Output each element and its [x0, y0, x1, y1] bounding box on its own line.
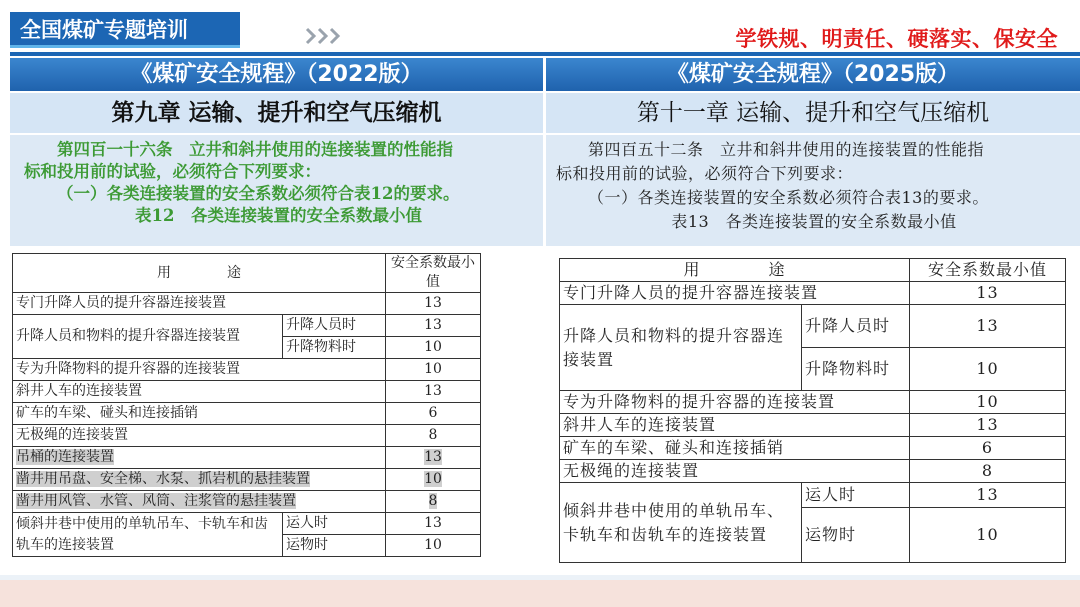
- table-row: [560, 282, 1066, 305]
- table-row: [560, 414, 1066, 437]
- row-use: [13, 491, 386, 513]
- row-sub: 升降人员时: [802, 305, 910, 348]
- row-value: 6: [386, 403, 481, 425]
- row-use: 矿车的车梁、碰头和连接插销: [560, 437, 910, 460]
- table-row: [560, 460, 1066, 483]
- highlighted-text: 13: [424, 449, 442, 465]
- row-value: 13: [386, 293, 481, 315]
- left-safety-factor-table: [12, 253, 481, 557]
- table-row-highlighted: [13, 491, 481, 513]
- row-sub: 运人时: [802, 483, 910, 508]
- row-value: 13: [386, 513, 481, 535]
- left-chapter-title: 第九章 运输、提升和空气压缩机: [10, 93, 543, 133]
- highlighted-text: 吊桶的连接装置: [16, 449, 114, 465]
- table-header-row: [13, 254, 481, 293]
- highlighted-text: 凿井用风管、水管、风筒、注浆管的悬挂装置: [16, 493, 296, 509]
- table-row: [13, 359, 481, 381]
- table-header-row: [560, 259, 1066, 282]
- table-row: [560, 391, 1066, 414]
- header-use: 用 途: [13, 254, 386, 293]
- row-value: 6: [910, 437, 1066, 460]
- row-value: 8: [910, 460, 1066, 483]
- left-article-line: 标和投用前的试验，必须符合下列要求：: [24, 162, 321, 181]
- row-use: 倾斜井巷中使用的单轨吊车、卡轨车和齿轨车的连接装置: [560, 483, 802, 563]
- right-article-line: 标和投用前的试验，必须符合下列要求：: [556, 164, 854, 183]
- right-safety-factor-table: [559, 258, 1066, 563]
- row-use: 无极绳的连接装置: [560, 460, 910, 483]
- left-table-caption: 表12 各类连接装置的安全系数最小值: [135, 206, 422, 225]
- table-row: [13, 315, 481, 337]
- footer-divider: [0, 575, 1080, 580]
- row-use: 专门升降人员的提升容器连接装置: [560, 282, 910, 305]
- table-row: [13, 425, 481, 447]
- row-value: [386, 447, 481, 469]
- row-value: 13: [910, 483, 1066, 508]
- row-value: [386, 491, 481, 513]
- row-use: 斜井人车的连接装置: [560, 414, 910, 437]
- row-value: 13: [910, 282, 1066, 305]
- row-value: 13: [386, 315, 481, 337]
- table-row: [13, 293, 481, 315]
- header-use: 用 途: [560, 259, 910, 282]
- row-sub: 升降物料时: [283, 337, 386, 359]
- row-value: 13: [910, 414, 1066, 437]
- left-article-line: 第四百一十六条 立井和斜井使用的连接装置的性能指: [57, 140, 453, 159]
- left-column-title: 《煤矿安全规程》（2022版）: [10, 58, 543, 91]
- right-chapter-title: 第十一章 运输、提升和空气压缩机: [546, 93, 1080, 133]
- brand-title: 全国煤矿专题培训: [10, 12, 240, 48]
- highlighted-text: 8: [428, 493, 438, 509]
- left-article: [10, 135, 543, 246]
- highlighted-text: 凿井用吊盘、安全梯、水泵、抓岩机的悬挂装置: [16, 471, 310, 487]
- highlighted-text: 10: [424, 471, 442, 487]
- row-value: 10: [386, 535, 481, 557]
- header-divider: [10, 52, 1080, 56]
- row-use: 专为升降物料的提升容器的连接装置: [13, 359, 386, 381]
- row-use: 矿车的车梁、碰头和连接插销: [13, 403, 386, 425]
- row-use: [13, 447, 386, 469]
- row-use: 专门升降人员的提升容器连接装置: [13, 293, 386, 315]
- row-value: 13: [910, 305, 1066, 348]
- row-value: 13: [386, 381, 481, 403]
- row-value: 10: [386, 359, 481, 381]
- table-row: [560, 483, 1066, 508]
- table-row-highlighted: [13, 447, 481, 469]
- right-table-caption: 表13 各类连接装置的安全系数最小值: [671, 212, 957, 231]
- right-article-line: （一）各类连接装置的安全系数必须符合表13的要求。: [588, 188, 989, 207]
- row-value: 10: [386, 337, 481, 359]
- row-value: 8: [386, 425, 481, 447]
- left-article-line: （一）各类连接装置的安全系数必须符合表12的要求。: [57, 184, 460, 203]
- row-value: 10: [910, 508, 1066, 563]
- row-sub: 运物时: [802, 508, 910, 563]
- row-use: 无极绳的连接装置: [13, 425, 386, 447]
- table-row-highlighted: [13, 469, 481, 491]
- row-use: 倾斜井巷中使用的单轨吊车、卡轨车和齿轨车的连接装置: [13, 513, 283, 557]
- row-value: 10: [910, 391, 1066, 414]
- right-article-line: 第四百五十二条 立井和斜井使用的连接装置的性能指: [588, 140, 985, 159]
- table-row: [13, 403, 481, 425]
- row-sub: 升降人员时: [283, 315, 386, 337]
- row-sub: 运人时: [283, 513, 386, 535]
- table-row: [560, 305, 1066, 348]
- row-use: [13, 469, 386, 491]
- triple-chevron-right-icon: [305, 26, 345, 46]
- slogan: 学铁规、明责任、硬落实、保安全: [735, 27, 1058, 51]
- row-use: 斜井人车的连接装置: [13, 381, 386, 403]
- right-column-title: 《煤矿安全规程》（2025版）: [546, 58, 1080, 91]
- right-article: [546, 135, 1080, 246]
- row-value: [386, 469, 481, 491]
- row-sub: 升降物料时: [802, 348, 910, 391]
- row-use: 专为升降物料的提升容器的连接装置: [560, 391, 910, 414]
- row-use: 升降人员和物料的提升容器连接装置: [560, 305, 802, 391]
- table-row: [560, 437, 1066, 460]
- table-row: [13, 513, 481, 535]
- row-sub: 运物时: [283, 535, 386, 557]
- row-use: 升降人员和物料的提升容器连接装置: [13, 315, 283, 359]
- header-min-factor: 安全系数最小值: [386, 254, 481, 293]
- table-row: [13, 381, 481, 403]
- row-value: 10: [910, 348, 1066, 391]
- header-min-factor: 安全系数最小值: [910, 259, 1066, 282]
